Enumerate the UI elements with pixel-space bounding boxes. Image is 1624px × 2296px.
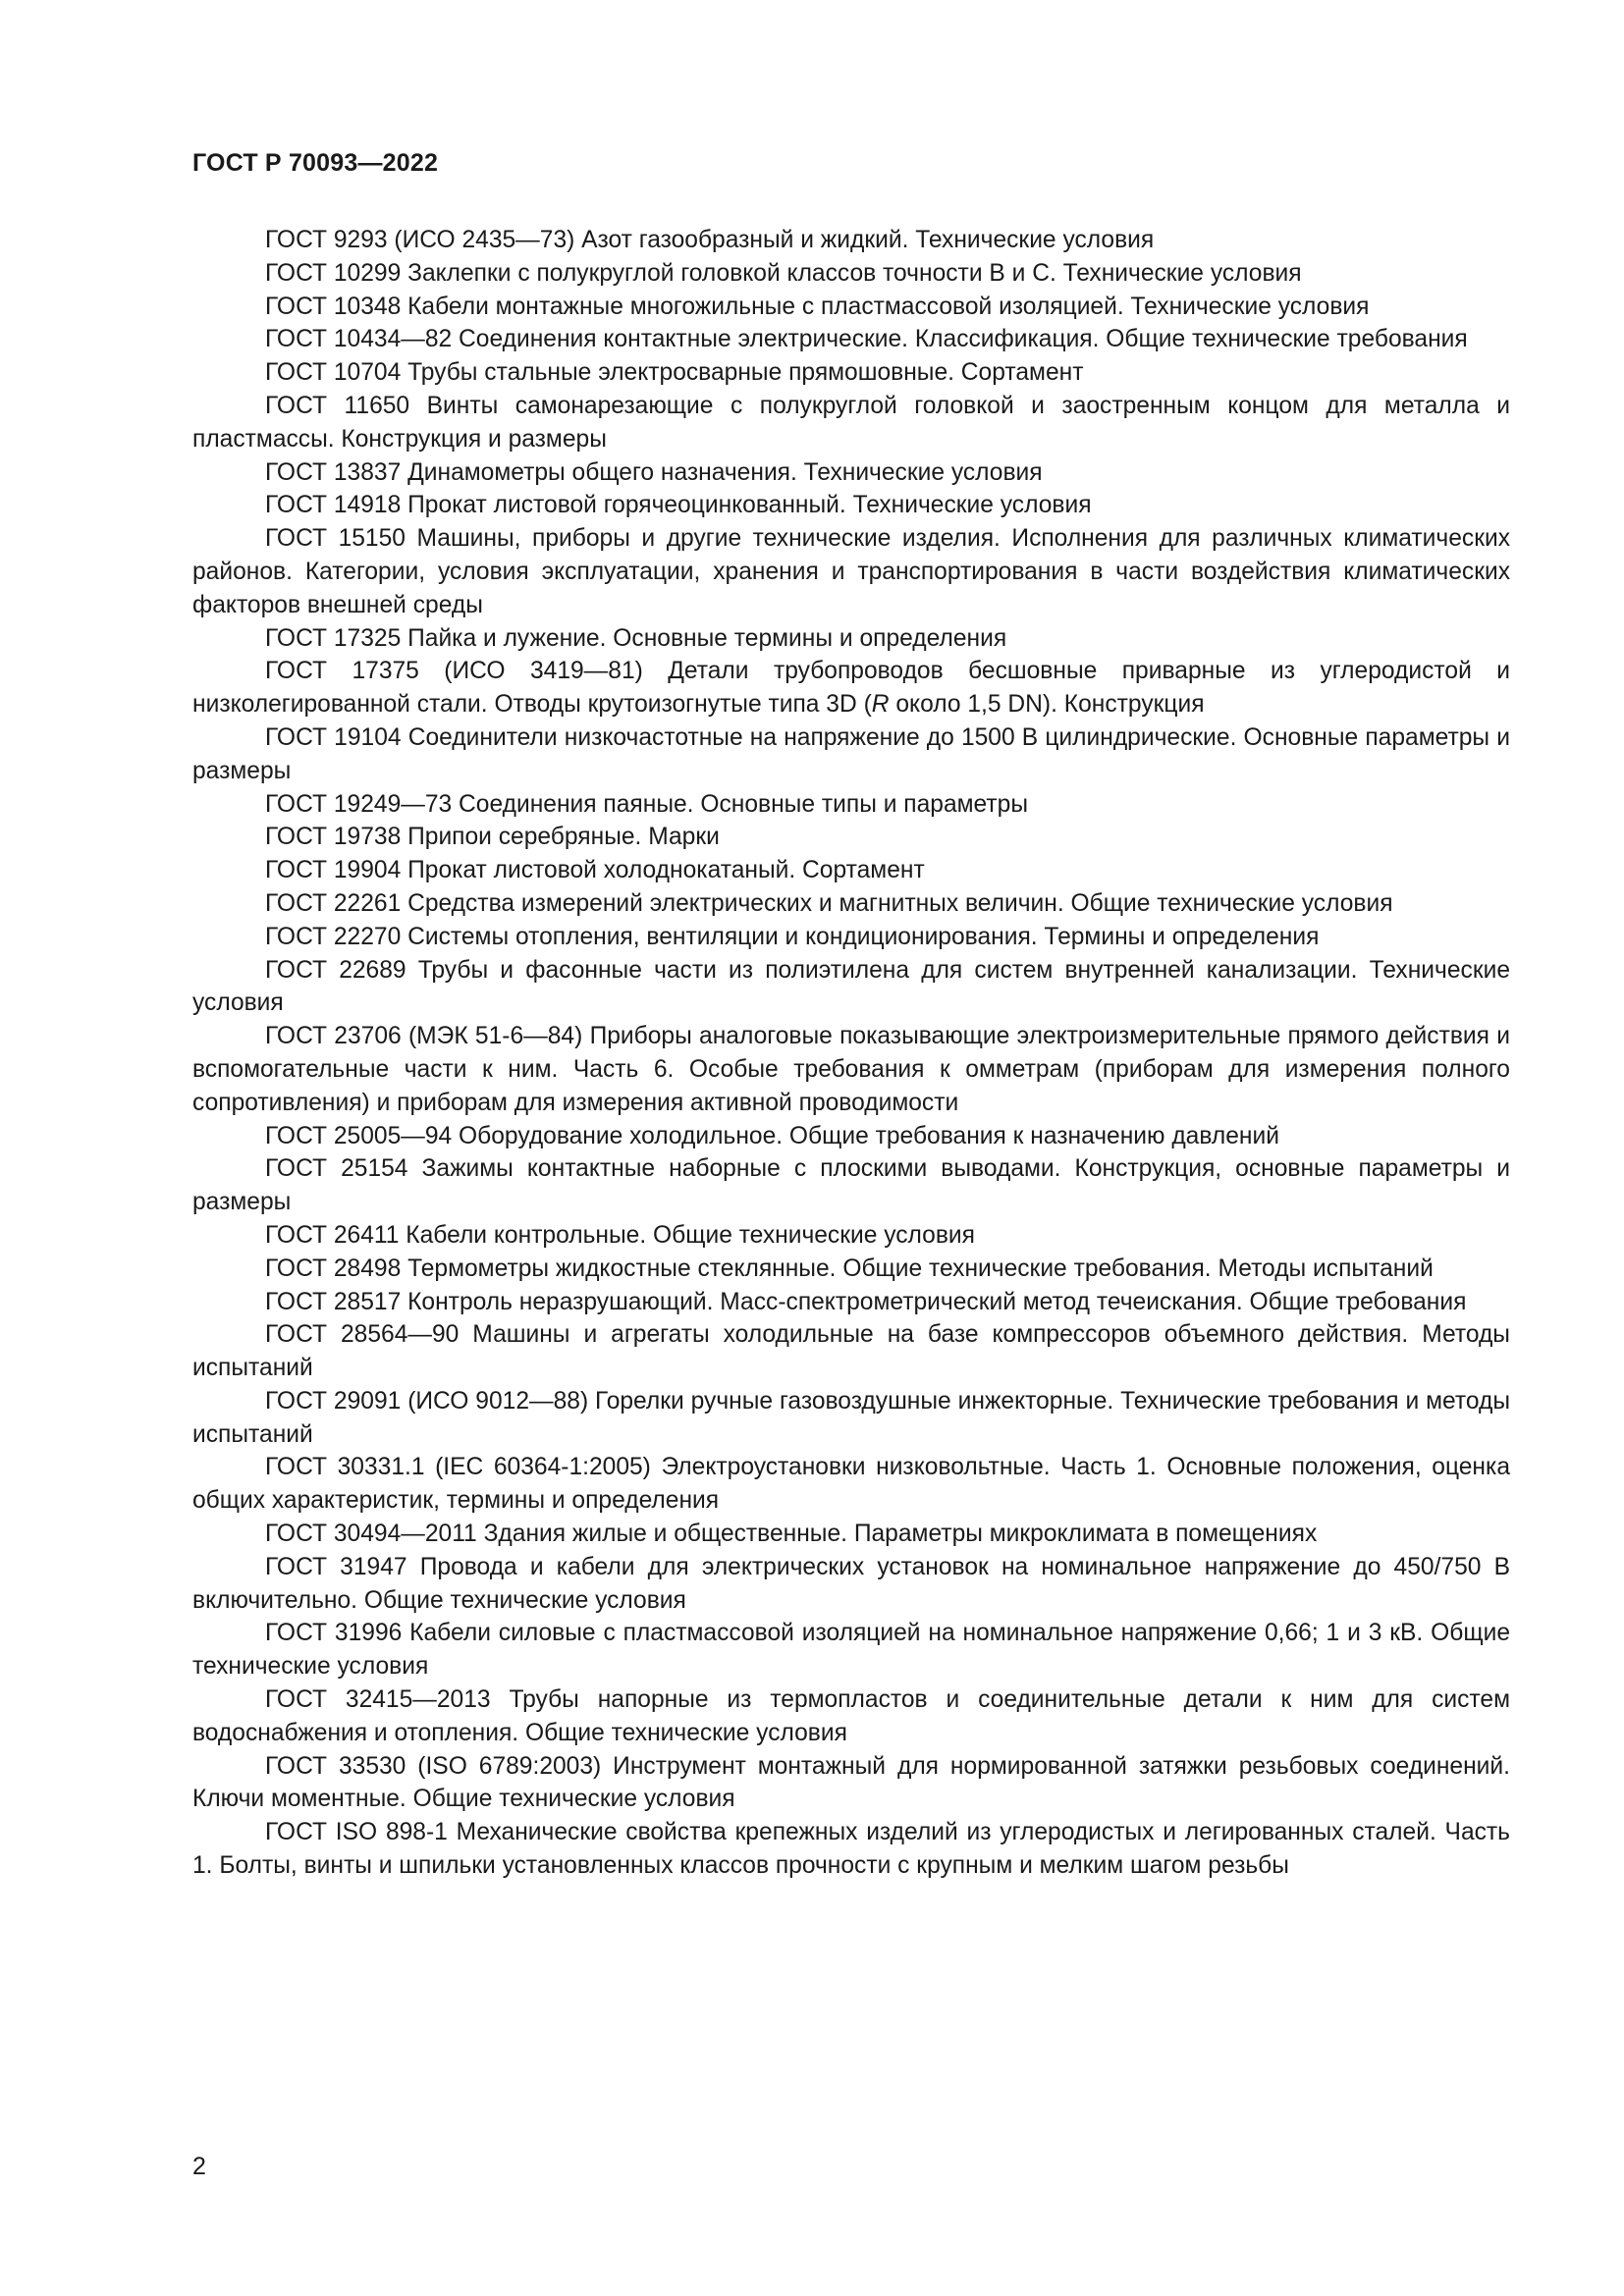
reference-item: ГОСТ 29091 (ИСО 9012—88) Горелки ручные газовоздушные инжекторные. Технические требования и методы испытаний bbox=[192, 1387, 1510, 1448]
normative-references-list bbox=[192, 224, 1510, 1883]
reference-item: ГОСТ 11650 Винты самонарезающие с полукруглой головкой и заостренным концом для металла и пластмассы. Конструкция и размеры bbox=[192, 392, 1510, 453]
page-number: 2 bbox=[192, 2153, 206, 2180]
reference-item: ГОСТ 33530 (ISO 6789:2003) Инструмент монтажный для нормированной затяжки резьбовых соединений. Ключи моментные. Общие технические условия bbox=[192, 1752, 1510, 1813]
reference-item: ГОСТ 28517 Контроль неразрушающий. Масс-спектрометрический метод течеискания. Общие требования bbox=[265, 1288, 1467, 1315]
reference-item: ГОСТ 30331.1 (IEC 60364-1:2005) Электроустановки низковольтные. Часть 1. Основные положения, оценка общих характеристик, термины и определения bbox=[192, 1454, 1510, 1515]
reference-item: ГОСТ 17325 Пайка и лужение. Основные термины и определения bbox=[265, 624, 1007, 652]
reference-item: ГОСТ 10299 Заклепки с полукруглой головкой классов точности В и С. Технические условия bbox=[265, 259, 1302, 287]
reference-item: ГОСТ 22261 Средства измерений электрических и магнитных величин. Общие технические условия bbox=[265, 889, 1393, 917]
reference-item: ГОСТ 13837 Динамометры общего назначения. Технические условия bbox=[265, 458, 1043, 486]
reference-item: ГОСТ 19904 Прокат листовой холоднокатаный. Сортамент bbox=[265, 857, 925, 884]
reference-item: ГОСТ 9293 (ИСО 2435—73) Азот газообразный и жидкий. Технические условия bbox=[265, 227, 1155, 253]
reference-item: ГОСТ 23706 (МЭК 51-6—84) Приборы аналоговые показывающие электроизмерительные прямого действия и вспомогательные части к ним. Часть 6. Особые требования к омметрам (приборам для измерения полного сопротивления) и приборам для измерения активной проводимости bbox=[192, 1023, 1510, 1116]
reference-item: ГОСТ 25154 Зажимы контактные наборные с плоскими выводами. Конструкция, основные параметры и размеры bbox=[192, 1155, 1510, 1216]
reference-item: ГОСТ 28498 Термометры жидкостные стеклянные. Общие технические требования. Методы испытаний bbox=[265, 1255, 1434, 1282]
reference-item: ГОСТ 32415—2013 Трубы напорные из термопластов и соединительные детали к ним для систем водоснабжения и отопления. Общие технические условия bbox=[192, 1686, 1510, 1746]
reference-item: ГОСТ 19104 Соединители низкочастотные на напряжение до 1500 В цилиндрические. Основные параметры и размеры bbox=[192, 723, 1510, 784]
reference-item: ГОСТ ISO 898-1 Механические свойства крепежных изделий из углеродистых и легированных сталей. Часть 1. Болты, винты и шпильки установленных классов прочности с крупным и мелким шагом резьбы bbox=[192, 1819, 1510, 1880]
reference-item: ГОСТ 10434—82 Соединения контактные электрические. Классификация. Общие технические требования bbox=[265, 326, 1468, 353]
reference-item: ГОСТ 30494—2011 Здания жилые и общественные. Параметры микроклимата в помещениях bbox=[265, 1521, 1318, 1548]
reference-item: ГОСТ 19249—73 Соединения паяные. Основные типы и параметры bbox=[265, 790, 1029, 818]
reference-item: ГОСТ 14918 Прокат листовой горячеоцинкованный. Технические условия bbox=[265, 492, 1092, 519]
reference-item: ГОСТ 28564—90 Машины и агрегаты холодильные на базе компрессоров объемного действия. Методы испытаний bbox=[192, 1321, 1510, 1382]
reference-item: ГОСТ 31996 Кабели силовые с пластмассовой изоляцией на номинальное напряжение 0,66; 1 и 3 кВ. Общие технические условия bbox=[192, 1620, 1510, 1681]
reference-item: ГОСТ 31947 Провода и кабели для электрических установок на номинальное напряжение до 450/750 В включительно. Общие технические условия bbox=[192, 1553, 1510, 1614]
reference-item: ГОСТ 10348 Кабели монтажные многожильные с пластмассовой изоляцией. Технические условия bbox=[265, 293, 1370, 320]
variable-symbol: R bbox=[871, 691, 890, 719]
reference-item: ГОСТ 25005—94 Оборудование холодильное. Общие требования к назначению давлений bbox=[265, 1122, 1279, 1149]
reference-item: ГОСТ 22689 Трубы и фасонные части из полиэтилена для систем внутренней канализации. Технические условия bbox=[192, 956, 1510, 1017]
document-header: ГОСТ Р 70093—2022 bbox=[192, 149, 439, 177]
reference-item: ГОСТ 17375 (ИСО 3419—81) Детали трубопроводов бесшовные приварные из углеродистой и низколегированной стали. Отводы крутоизогнутые типа 3D (R около 1,5 DN). Конструкция bbox=[192, 658, 1510, 719]
reference-item: ГОСТ 22270 Системы отопления, вентиляции и кондиционирования. Термины и определения bbox=[265, 923, 1320, 950]
reference-item: ГОСТ 15150 Машины, приборы и другие технические изделия. Исполнения для различных климатических районов. Категории, условия эксплуатации, хранения и транспортирования в части воздействия климатических факторов внешней среды bbox=[192, 525, 1510, 618]
reference-item: ГОСТ 26411 Кабели контрольные. Общие технические условия bbox=[265, 1221, 975, 1249]
reference-item: ГОСТ 10704 Трубы стальные электросварные прямошовные. Сортамент bbox=[265, 359, 1084, 387]
reference-item: ГОСТ 19738 Припои серебряные. Марки bbox=[265, 824, 720, 851]
